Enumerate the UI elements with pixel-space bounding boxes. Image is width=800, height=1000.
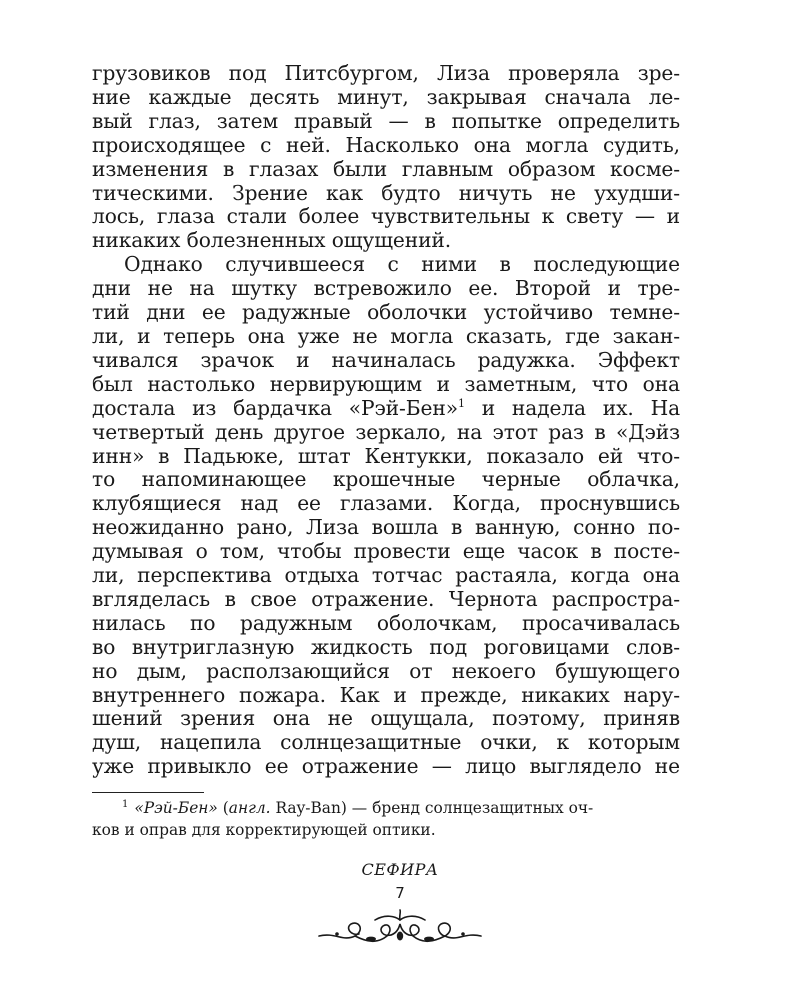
text-line: ли, и теперь она уже не могла сказать, где закан- — [92, 323, 680, 348]
text-line: чивался зрачок и начиналась радужка. Эффект — [92, 347, 680, 372]
line-tail: и надела их. На — [481, 395, 681, 420]
footnote-line: ков и оправ для корректирующей оптики. — [92, 821, 436, 839]
text-line-with-footnote-ref — [92, 397, 680, 421]
text-line: происходящее с ней. Насколько она могла судить, — [92, 132, 680, 157]
running-title: СЕФИРА — [361, 860, 439, 879]
footnote-rest: ) — бренд солнцезащитных оч- — [340, 799, 594, 817]
footnote — [92, 797, 680, 841]
text-line: никаких болезненных ощущений. — [92, 228, 452, 253]
line-head: достала из бардачка «Рэй-Бен» — [92, 395, 458, 420]
flourish-ornament-icon — [315, 906, 485, 950]
footnote-abbr: англ. — [228, 799, 271, 817]
text-line: грузовиков под Питсбургом, Лиза проверяла зре- — [92, 61, 680, 85]
text-line: инн» в Падьюке, штат Кентукки, показало ей что- — [92, 443, 680, 468]
footnote-term: «Рэй-Бен» — [134, 799, 218, 817]
text-line: думывая о том, чтобы провести еще часок в посте- — [92, 539, 680, 564]
main-text — [92, 62, 680, 779]
page-number: 7 — [395, 884, 405, 902]
text-line: вгляделась в свое отражение. Чернота распростра- — [92, 586, 680, 611]
text-line: ние каждые десять минут, закрывая сначала ле- — [92, 84, 680, 109]
footnote-brand: Ray-Ban — [275, 799, 341, 817]
text-line: но дым, расползающийся от некоего бушующего — [92, 658, 680, 683]
footnote-ref[interactable]: 1 — [457, 396, 465, 410]
text-line: был настолько нервирующим и заметным, что она — [92, 371, 680, 396]
text-line: четвертый день другое зеркало, на этот раз в «Дэйз — [92, 419, 680, 444]
text-line: неожиданно рано, Лиза вошла в ванную, сонно по- — [92, 515, 680, 540]
footnote-divider — [92, 792, 204, 793]
text-line: тическими. Зрение как будто ничуть не ухудши- — [92, 180, 680, 205]
text-line: дни не на шутку встревожило ее. Второй и тре- — [92, 276, 680, 301]
text-line: шений зрения она не ощущала, поэтому, приняв — [92, 706, 680, 731]
text-line: во внутриглазную жидкость под роговицами слов- — [92, 634, 680, 659]
footnote-marker: 1 — [122, 799, 129, 810]
text-line: изменения в глазах были главным образом космe- — [92, 156, 680, 181]
text-line: нилась по радужным оболочкам, просачивалась — [92, 610, 680, 635]
paragraph-start-line: Однако случившееся с ними в последующие — [124, 252, 680, 277]
text-line: внутреннего пожара. Как и прежде, никаких нару- — [92, 682, 680, 707]
text-line: ли, перспектива отдыха тотчас растаяла, когда она — [92, 563, 680, 588]
text-line: тий дни ее радужные оболочки устойчиво темне- — [92, 300, 680, 325]
text-line: вый глаз, затем правый — в попытке определить — [92, 108, 680, 133]
footnote-line: $^1$ «Рэй-Бен» (англ. Ray-Ban) — бренд солнцезащитных оч- — [122, 799, 594, 817]
text-line: то напоминающее крошечные черные облачка, — [92, 467, 680, 492]
text-line: уже привыкло ее отражение — лицо выглядело не — [92, 754, 680, 779]
text-line: лось, глаза стали более чувствительны к свету — и — [92, 204, 680, 229]
text-line: душ, нацепила солнцезащитные очки, к которым — [92, 730, 680, 755]
text-line: клубящиеся над ее глазами. Когда, проснувшись — [92, 491, 680, 516]
